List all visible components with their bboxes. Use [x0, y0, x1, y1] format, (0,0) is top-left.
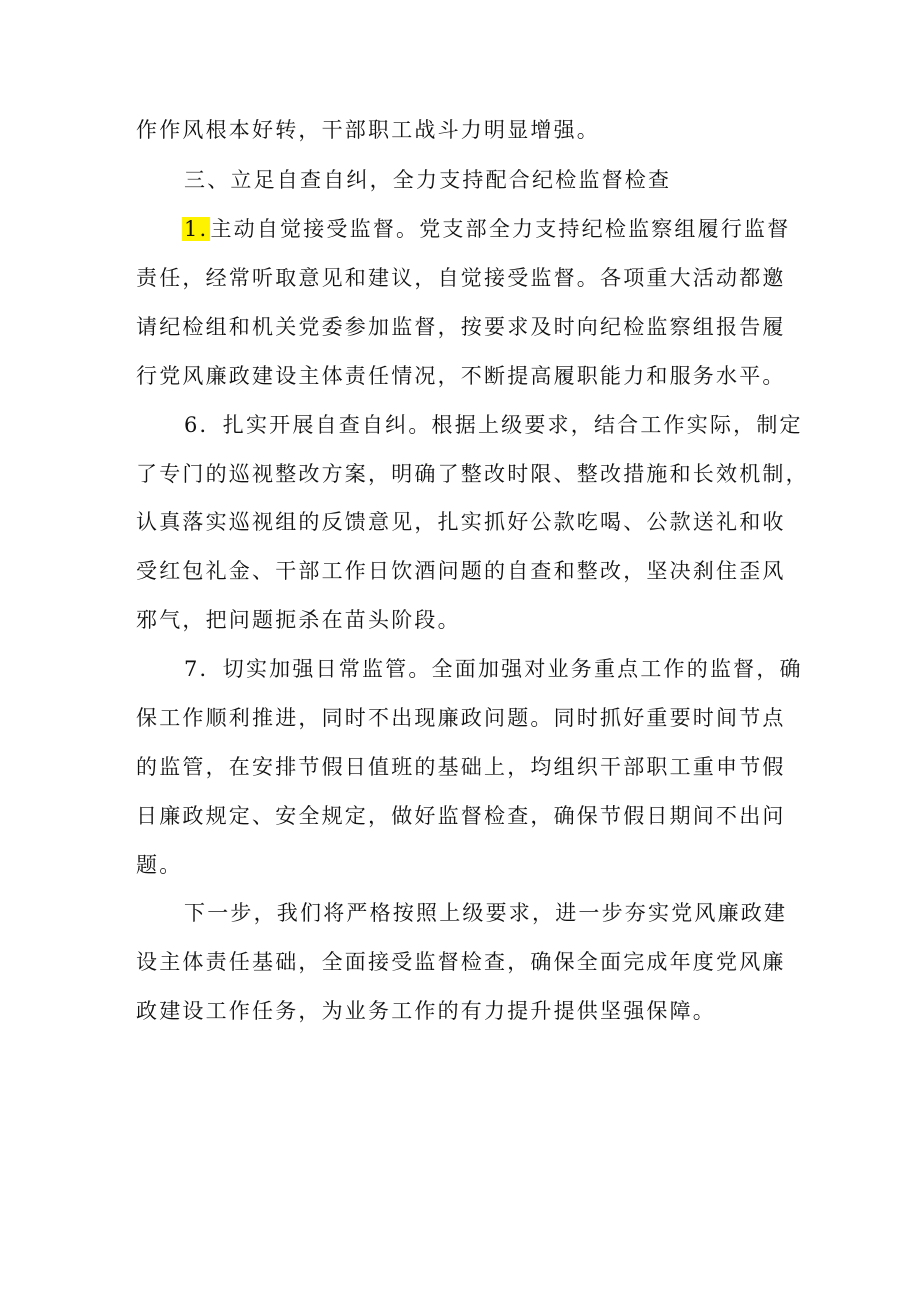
text-line: 7．切实加强日常监管。全面加强对业务重点工作的监督，确	[184, 657, 803, 681]
text-line: 作作风根本好转，干部职工战斗力明显增强。	[136, 118, 600, 142]
text-line: 行党风廉政建设主体责任情况，不断提高履职能力和服务水平。	[136, 364, 786, 388]
text-line: 保工作顺利推进，同时不出现廉政问题。同时抓好重要时间节点	[136, 706, 786, 730]
text-line	[182, 213, 790, 245]
text-line: 题。	[136, 853, 183, 877]
text-line: 责任，经常听取意见和建议，自觉接受监督。各项重大活动都邀	[136, 266, 786, 290]
highlighted-item-number: 1.	[184, 217, 209, 241]
text-line: 请纪检组和机关党委参加监督，按要求及时向纪检监察组报告履	[136, 315, 786, 339]
text-line: 下一步，我们将严格按照上级要求，进一步夯实党风廉政建	[184, 901, 788, 925]
text-line: 的监管，在安排节假日值班的基础上，均组织干部职工重申节假	[136, 755, 786, 779]
text-line: 设主体责任基础，全面接受监督检查，确保全面完成年度党风廉	[136, 950, 786, 974]
text-line: 认真落实巡视组的反馈意见，扎实抓好公款吃喝、公款送礼和收	[136, 510, 786, 534]
text-line: 邪气，把问题扼杀在苗头阶段。	[136, 608, 461, 632]
text-line: 了专门的巡视整改方案，明确了整改时限、整改措施和长效机制，	[136, 462, 809, 486]
text-line: 政建设工作任务，为业务工作的有力提升提供坚强保障。	[136, 999, 716, 1023]
text-line: 受红包礼金、干部工作日饮酒问题的自查和整改，坚决刹住歪风	[136, 559, 786, 583]
text-line: 日廉政规定、安全规定，做好监督检查，确保节假日期间不出问	[136, 804, 786, 828]
section-heading: 三、立足自查自纠，全力支持配合纪检监督检查	[184, 168, 672, 192]
text-line-content: 主动自觉接受监督。党支部全力支持纪检监察组履行监督	[210, 217, 791, 241]
text-line: 6．扎实开展自查自纠。根据上级要求，结合工作实际，制定	[184, 413, 803, 437]
